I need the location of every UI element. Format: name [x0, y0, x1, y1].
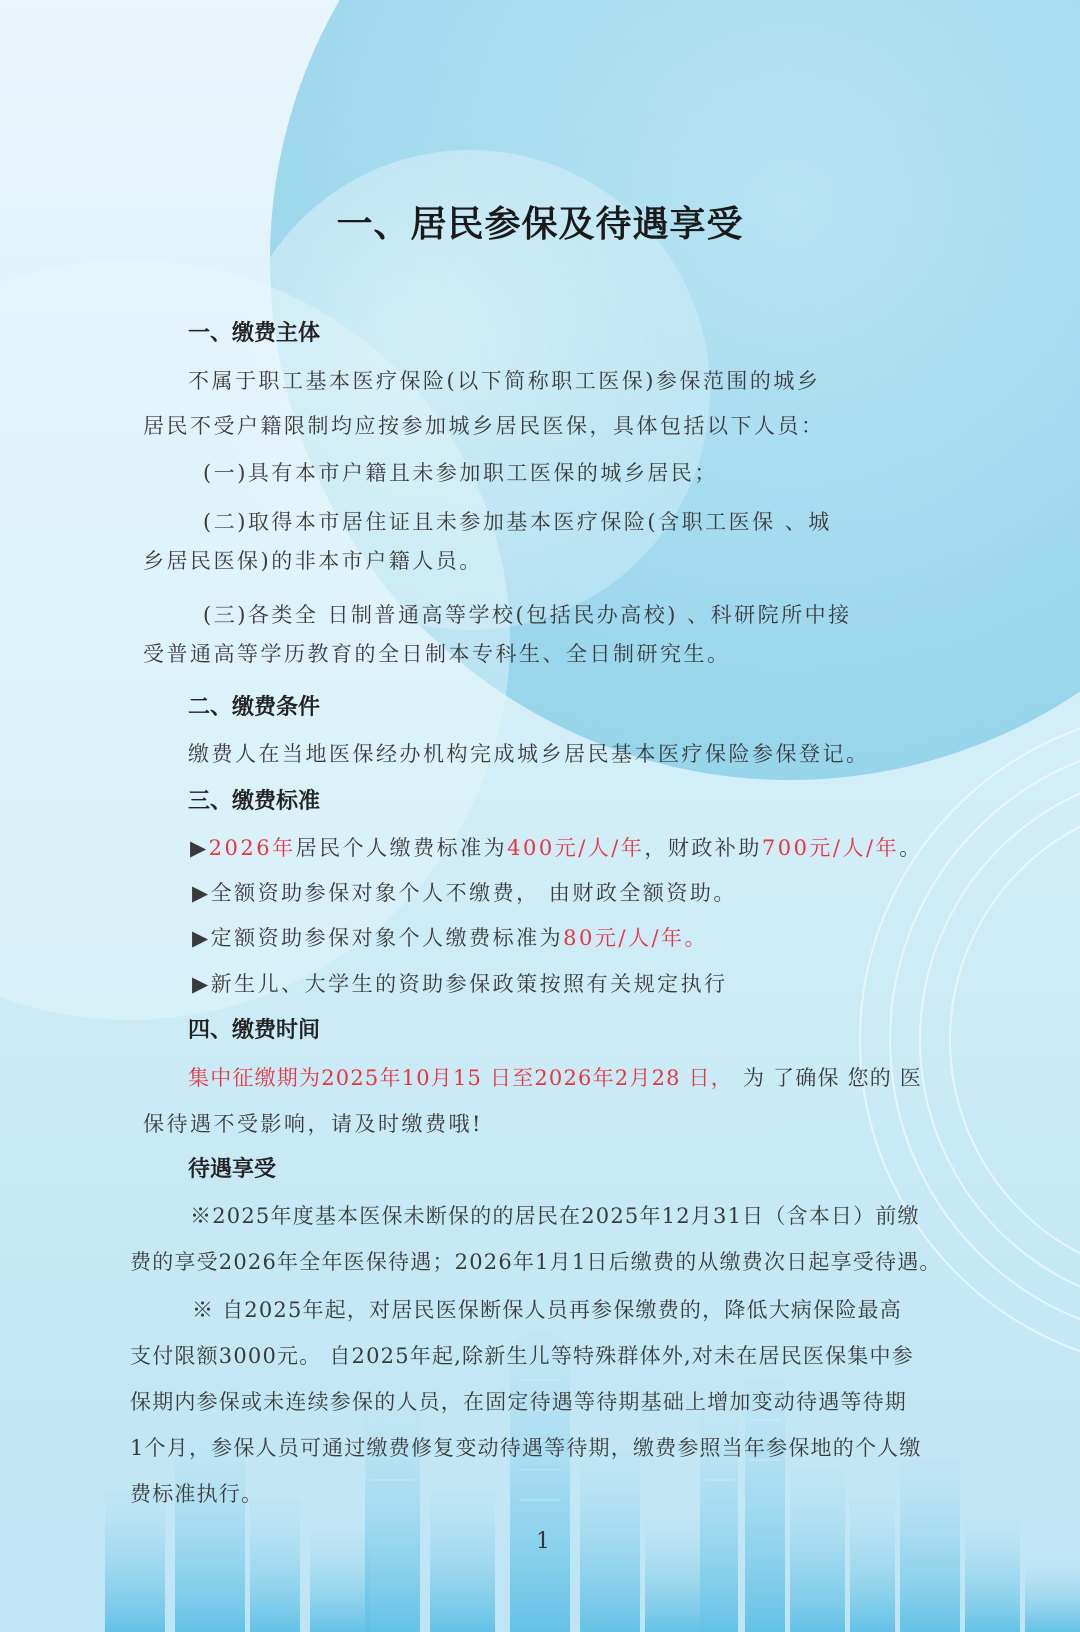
paragraph-line: 缴费人在当地医保经办机构完成城乡居民基本医疗保险参保登记。 — [188, 742, 870, 766]
paragraph-line: 1个月，参保人员可通过缴费修复变动待遇等待期，缴费参照当年参保地的个人缴 — [130, 1436, 922, 1460]
paragraph-line: ※ 自2025年起，对居民医保断保人员再参保缴费的，降低大病保险最高 — [192, 1298, 902, 1322]
bullet-standard-fee — [190, 832, 923, 862]
heading-payment-time: 四、缴费时间 — [188, 1018, 321, 1043]
bullet-marker-icon: ▶ — [192, 926, 211, 950]
list-item: (二)取得本市居住证且未参加基本医疗保险(含职工医保 、城 — [203, 510, 832, 534]
paragraph-line: 支付限额3000元。 自2025年起,除新生儿等特殊群体外,对未在居民医保集中参 — [130, 1344, 914, 1368]
bullet-text: 居民个人缴费标准为 — [295, 836, 508, 860]
page-number: 1 — [536, 1529, 550, 1554]
year-highlight: 2026年 — [208, 836, 296, 860]
paragraph-line: 居民不受户籍限制均应按参加城乡居民医保，具体包括以下人员： — [143, 414, 825, 438]
heading-payer-subject: 一、缴费主体 — [188, 321, 321, 346]
paragraph-line: 保待遇不受影响，请及时缴费哦! — [143, 1112, 483, 1136]
page-title: 一、居民参保及待遇享受 — [336, 204, 744, 245]
bullet-fixed-subsidy — [192, 922, 708, 952]
heading-payment-conditions: 二、缴费条件 — [188, 695, 321, 720]
paragraph-line: ※2025年度基本医保未断保的的居民在2025年12月31日（含本日）前缴 — [190, 1204, 920, 1228]
list-item-continuation: 受普通高等学历教育的全日制本专科生、全日制研究生。 — [143, 642, 731, 666]
bullet-full-subsidy: ▶全额资助参保对象个人不缴费， 由财政全额资助。 — [192, 881, 737, 905]
payment-period-line — [188, 1062, 922, 1092]
list-item: (三)各类全 日制普通高等学校(包括民办高校) 、科研院所中接 — [203, 603, 852, 627]
bullet-text: 定额资助参保对象个人缴费标准为 — [210, 926, 564, 950]
bullet-newborn-students: ▶新生儿、大学生的资助参保政策按照有关规定执行 — [192, 972, 728, 996]
bullet-text: 。 — [899, 836, 923, 860]
list-item: (一)具有本市户籍且未参加职工医保的城乡居民； — [203, 461, 718, 485]
bullet-marker-icon: ▶ — [190, 836, 209, 860]
paragraph-line: 费的享受2026年全年医保待遇；2026年1月1日后缴费的从缴费次日起享受待遇。 — [130, 1250, 942, 1274]
amount-highlight: 400元/人/年 — [507, 836, 645, 860]
paragraph-text: 为 了确保 您的 医 — [742, 1066, 922, 1090]
amount-highlight: 80元/人/年。 — [563, 926, 709, 950]
collection-period-highlight: 集中征缴期为2025年10月15 日至2026年2月28 日， — [188, 1066, 733, 1090]
bullet-text: ，财政补助 — [644, 836, 762, 860]
heading-benefits: 待遇享受 — [188, 1157, 277, 1182]
paragraph-line: 保期内参保或未连续参保的人员，在固定待遇等待期基础上增加变动待遇等待期 — [130, 1390, 907, 1414]
list-item-continuation: 乡居民医保)的非本市户籍人员。 — [143, 549, 483, 573]
amount-highlight: 700元/人/年 — [761, 836, 900, 860]
paragraph-line: 不属于职工基本医疗保险(以下简称职工医保)参保范围的城乡 — [188, 369, 821, 393]
paragraph-line: 费标准执行。 — [130, 1482, 264, 1506]
heading-payment-standard: 三、缴费标准 — [188, 789, 321, 814]
